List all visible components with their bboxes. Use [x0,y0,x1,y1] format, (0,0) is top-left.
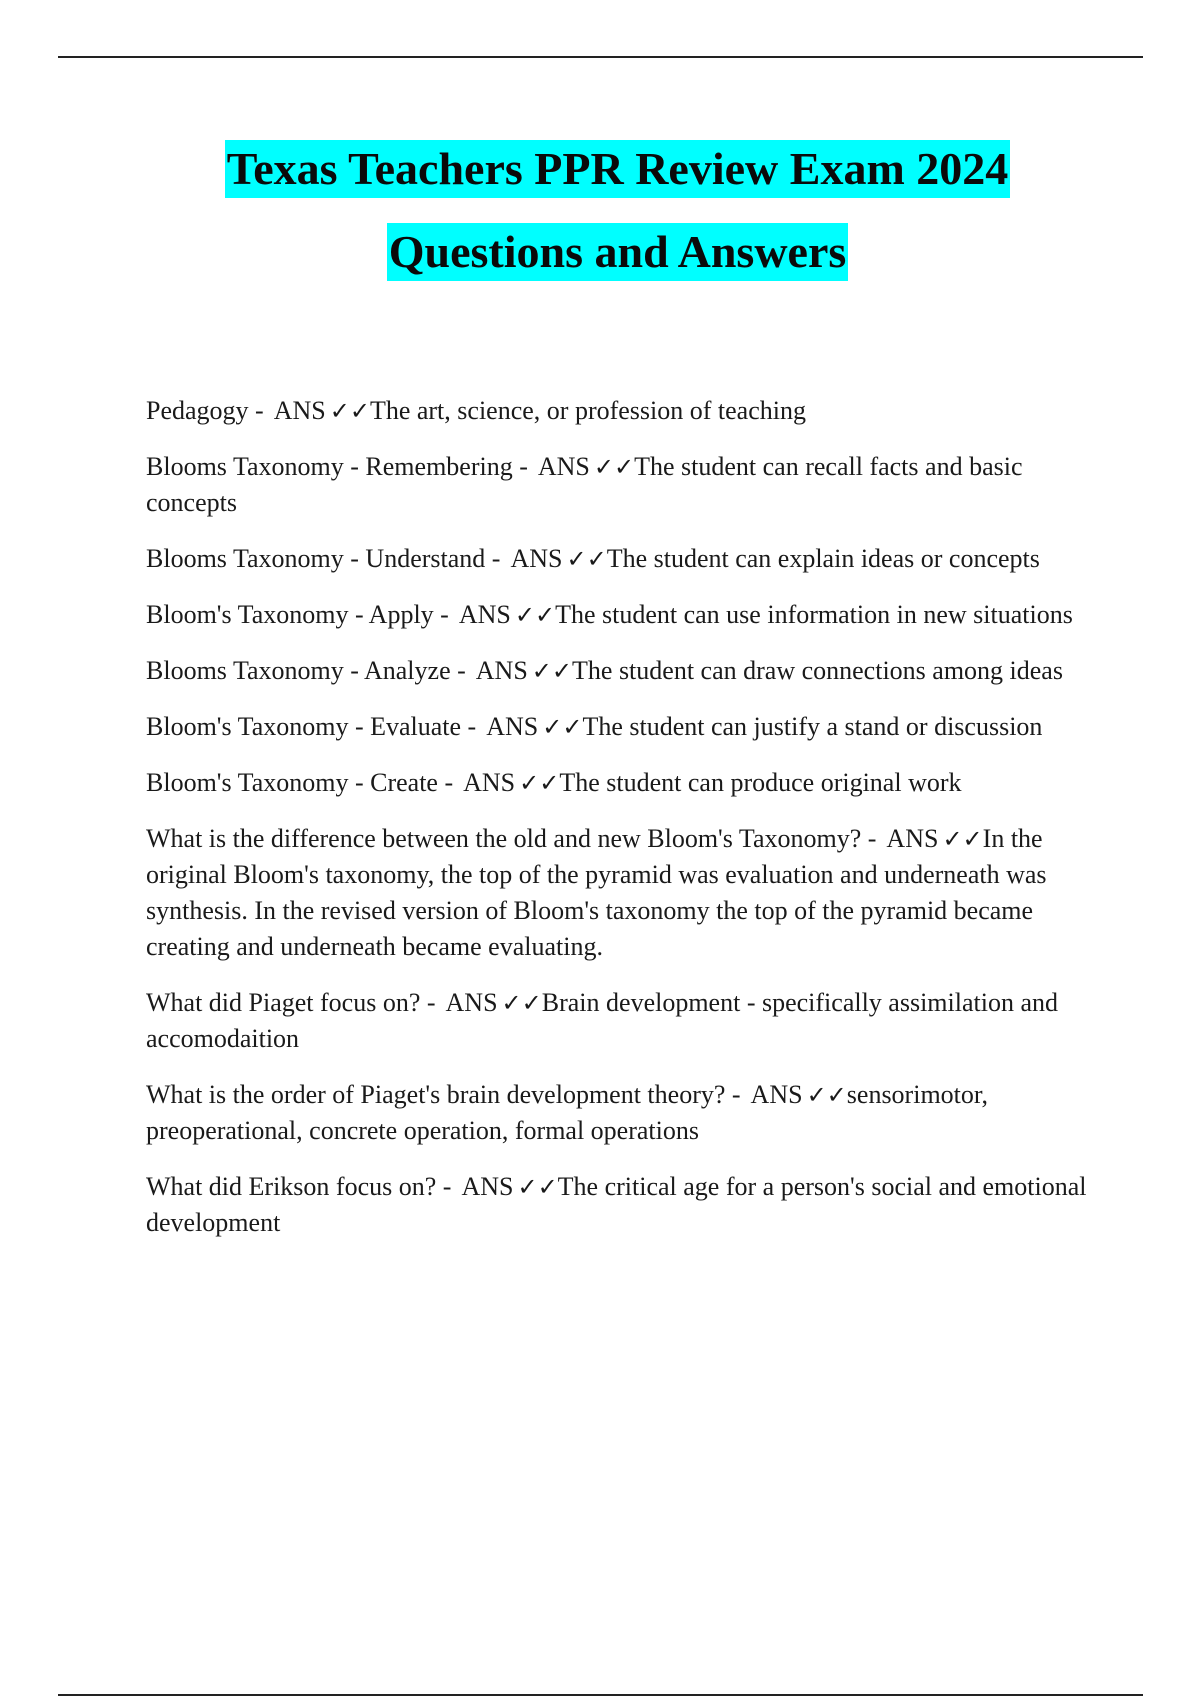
double-check-icon: ✓✓ [514,601,556,629]
ans-label: ANS [486,712,539,741]
question-text: What did Erikson focus on? - [146,1172,452,1201]
double-check-icon: ✓✓ [593,453,635,481]
question-text: Pedagogy - [146,396,264,425]
ans-label: ANS [445,988,498,1017]
answer-text: The art, science, or profession of teaching [369,396,806,425]
answer-text: The student can justify a stand or discussion [582,712,1043,741]
answer-text: The student can produce original work [559,768,962,797]
answer-text: The student can draw connections among ideas [572,656,1063,685]
qa-item [146,541,1096,577]
double-check-icon: ✓✓ [517,1173,558,1201]
double-check-icon: ✓✓ [542,713,583,741]
ans-label: ANS [458,600,511,629]
double-check-icon: ✓✓ [519,769,560,797]
question-text: Bloom's Taxonomy - Evaluate - [146,712,477,741]
qa-item [146,597,1096,633]
ans-label: ANS [461,1172,514,1201]
answer-text: The student can recall facts and basic concepts [146,452,1023,517]
ans-label: ANS [537,452,590,481]
double-check-icon: ✓✓ [501,989,542,1017]
double-check-icon: ✓✓ [942,825,983,853]
qa-item [146,765,1096,801]
answer-text: The critical age for a person's social and emotional development [146,1172,1087,1237]
bottom-rule [58,1694,1143,1696]
question-text: Bloom's Taxonomy - Apply - [146,600,449,629]
answer-text: The student can explain ideas or concepts [606,544,1040,573]
double-check-icon: ✓✓ [329,397,370,425]
ans-label: ANS [886,824,939,853]
qa-item [146,653,1096,689]
top-rule [58,56,1143,58]
title-line-1: Texas Teachers PPR Review Exam 2024 [225,140,1011,198]
document-title [0,140,1200,281]
qa-item [146,449,1096,521]
question-text: Blooms Taxonomy - Analyze - [146,656,466,685]
question-text: Bloom's Taxonomy - Create - [146,768,454,797]
answer-text: In the original Bloom's taxonomy, the top of the pyramid was evaluation and underneath was synthesis. In the revised version of Bloom's taxonomy the top of the pyramid became creating and underneath became evaluating. [146,824,1047,961]
question-text: What is the order of Piaget's brain development theory? - [146,1080,741,1109]
answer-text: Brain development - specifically assimilation and accomodaition [146,988,1059,1053]
qa-item [146,709,1096,745]
question-text: Blooms Taxonomy - Understand - [146,544,501,573]
qa-item [146,1169,1096,1241]
answer-text: sensorimotor, preoperational, concrete operation, formal operations [146,1080,989,1145]
title-line-2: Questions and Answers [387,223,849,281]
qa-item [146,393,1096,429]
question-text: What did Piaget focus on? - [146,988,436,1017]
double-check-icon: ✓✓ [531,657,573,685]
qa-list [146,393,1096,1261]
qa-item [146,821,1096,965]
ans-label: ANS [510,544,563,573]
qa-item [146,1077,1096,1149]
double-check-icon: ✓✓ [806,1081,847,1109]
ans-label: ANS [273,396,326,425]
question-text: What is the difference between the old and new Bloom's Taxonomy? - [146,824,877,853]
ans-label: ANS [750,1080,803,1109]
answer-text: The student can use information in new situations [555,600,1073,629]
ans-label: ANS [463,768,516,797]
question-text: Blooms Taxonomy - Remembering - [146,452,528,481]
ans-label: ANS [475,656,528,685]
double-check-icon: ✓✓ [566,545,607,573]
qa-item [146,985,1096,1057]
